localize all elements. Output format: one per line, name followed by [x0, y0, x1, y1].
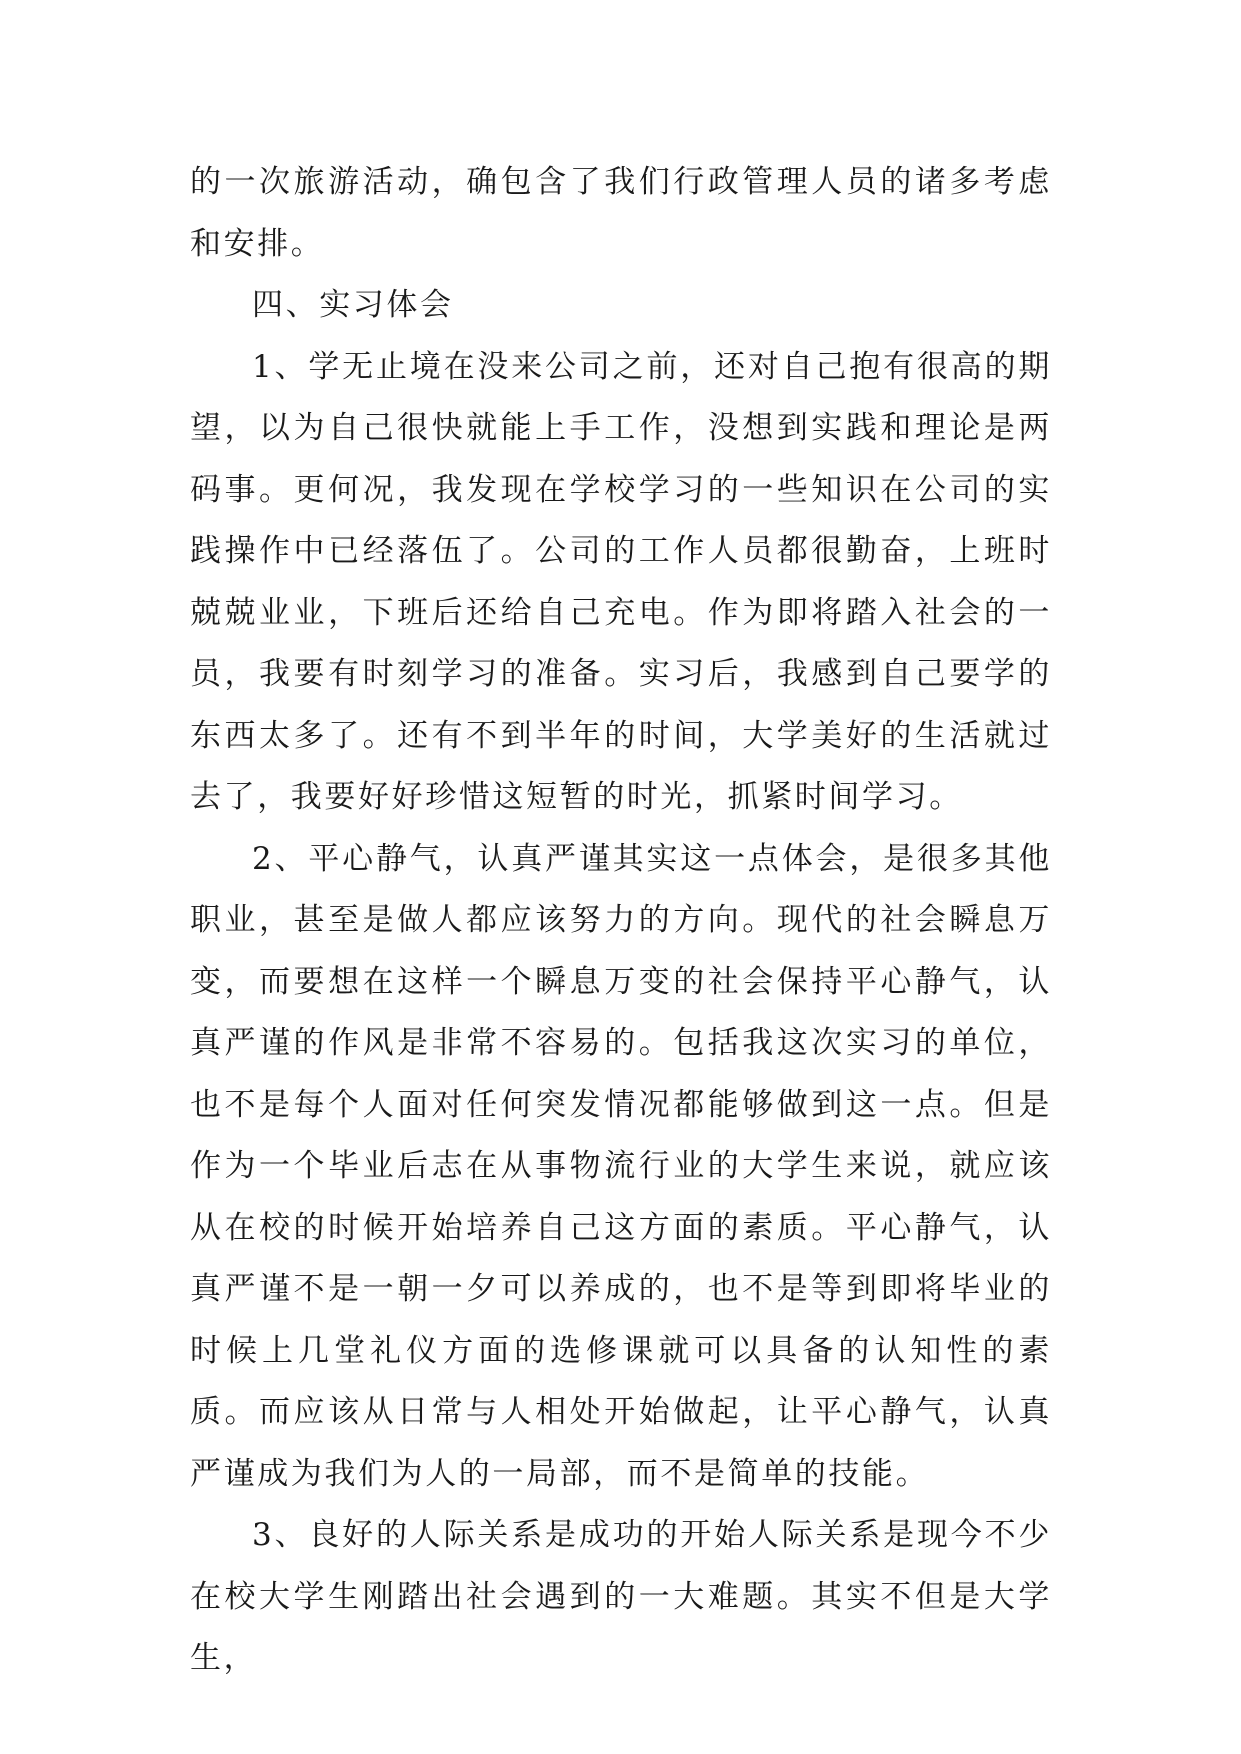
paragraph-point-1: 1、学无止境在没来公司之前，还对自己抱有很高的期望，以为自己很快就能上手工作，没想到实践和理论是两码事。更何况，我发现在学校学习的一些知识在公司的实践操作中已经落伍了。公司的工作人员都很勤奋，上班时兢兢业业，下班后还给自己充电。作为即将踏入社会的一员，我要有时刻学习的准备。实习后，我感到自己要学的东西太多了。还有不到半年的时间，大学美好的生活就过去了，我要好好珍惜这短暂的时光，抓紧时间学习。: [190, 348, 1052, 815]
paragraph-point-3: 3、良好的人际关系是成功的开始人际关系是现今不少在校大学生刚踏出社会遇到的一大难题。其实不但是大学生，: [190, 1517, 1052, 1676]
paragraph-point-2: 2、平心静气，认真严谨其实这一点体会，是很多其他职业，甚至是做人都应该努力的方向。现代的社会瞬息万变，而要想在这样一个瞬息万变的社会保持平心静气，认真严谨的作风是非常不容易的。包括我这次实习的单位，也不是每个人面对任何突发情况都能够做到这一点。但是作为一个毕业后志在从事物流行业的大学生来说，就应该从在校的时候开始培养自己这方面的素质。平心静气，认真严谨不是一朝一夕可以养成的，也不是等到即将毕业的时候上几堂礼仪方面的选修课就可以具备的认知性的素质。而应该从日常与人相处开始做起，让平心静气，认真严谨成为我们为人的一局部，而不是简单的技能。: [190, 840, 1052, 1492]
document-body: [190, 152, 1052, 1690]
paragraph-continuation: 的一次旅游活动，确包含了我们行政管理人员的诸多考虑和安排。: [190, 164, 1052, 262]
section-heading-internship-reflections: 四、实习体会: [252, 287, 454, 323]
